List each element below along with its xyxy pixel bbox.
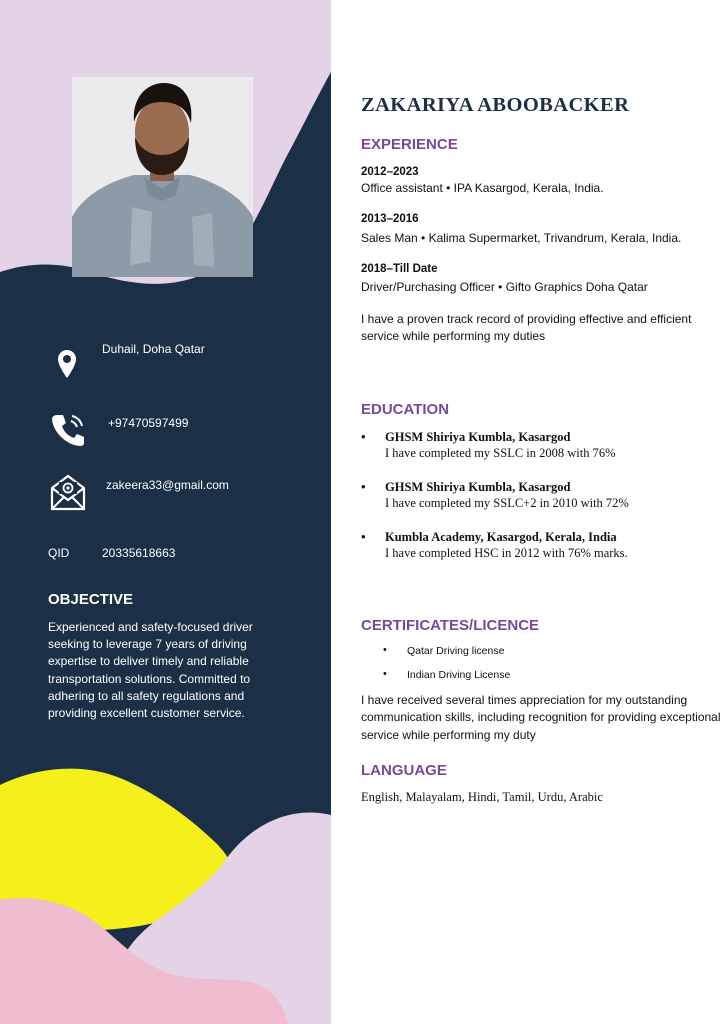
education-detail: I have completed my SSLC+2 in 2010 with 72%	[385, 496, 629, 510]
education-school: GHSM Shiriya Kumbla, Kasargod	[385, 430, 571, 444]
education-school: Kumbla Academy, Kasargod, Kerala, India	[385, 530, 617, 544]
experience-date: 2013–2016	[361, 213, 419, 225]
profile-photo	[72, 77, 253, 277]
certificates-summary: I have received several times appreciation for my outstanding communication skills, including recognition for providing exceptional service while performing my duty	[361, 693, 721, 742]
certificate-bullet: •	[383, 644, 387, 656]
education-bullet: •	[361, 479, 366, 494]
experience-date: 2012–2023	[361, 166, 419, 178]
experience-summary: I have a proven track record of providing effective and efficient service while performing my duties	[361, 312, 692, 344]
education-bullet: •	[361, 429, 366, 444]
email-icon	[50, 473, 86, 516]
experience-role: Office assistant • IPA Kasargod, Kerala, India.	[361, 181, 604, 195]
experience-date: 2018–Till Date	[361, 263, 438, 275]
sidebar	[0, 0, 331, 1024]
experience-title: EXPERIENCE	[361, 136, 458, 153]
objective-text: Experienced and safety-focused driver seeking to leverage 7 years of driving expertise to deliver timely and reliable transportation solutions. Committed to adhering to all safety regulations and providing excellent customer service.	[48, 620, 253, 721]
phone-icon	[50, 412, 86, 453]
qid-label: QID	[48, 546, 70, 560]
education-bullet: •	[361, 529, 366, 544]
objective-title: OBJECTIVE	[48, 591, 134, 608]
certificate-bullet: •	[383, 668, 387, 680]
experience-role: Sales Man • Kalima Supermarket, Trivandrum, Kerala, India.	[361, 231, 682, 245]
candidate-name: ZAKARIYA ABOOBACKER	[361, 94, 630, 116]
language-title: LANGUAGE	[361, 762, 447, 779]
education-detail: I have completed my SSLC in 2008 with 76%	[385, 446, 616, 460]
qid-value: 20335618663	[102, 546, 176, 560]
language-list: English, Malayalam, Hindi, Tamil, Urdu, Arabic	[361, 790, 603, 804]
phone-text: +97470597499	[108, 416, 189, 430]
certificate-item: Qatar Driving license	[407, 645, 505, 657]
certificate-item: Indian Driving License	[407, 669, 511, 681]
education-school: GHSM Shiriya Kumbla, Kasargod	[385, 480, 571, 494]
education-title: EDUCATION	[361, 401, 450, 418]
location-text: Duhail, Doha Qatar	[102, 342, 205, 356]
education-detail: I have completed HSC in 2012 with 76% marks.	[385, 546, 628, 560]
certificates-title: CERTIFICATES/LICENCE	[361, 617, 540, 634]
location-pin-icon	[57, 349, 77, 384]
email-text: zakeera33@gmail.com	[106, 478, 229, 492]
experience-role: Driver/Purchasing Officer • Gifto Graphics Doha Qatar	[361, 280, 648, 294]
